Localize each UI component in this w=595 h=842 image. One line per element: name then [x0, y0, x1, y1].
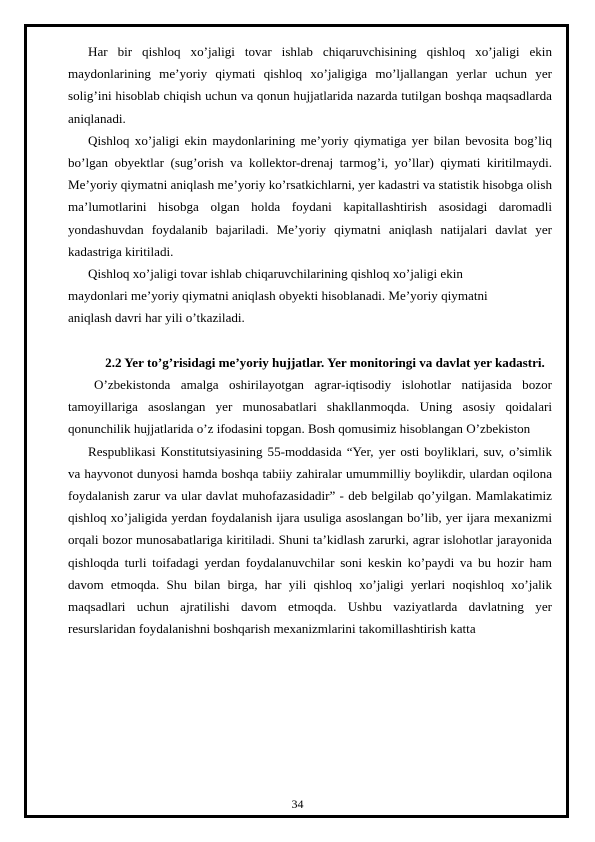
paragraph-valuation-object-line-3: aniqlash davri har yili o’tkaziladi.	[68, 310, 245, 326]
paragraph-valuation-object-line-2: maydonlari me’yoriy qiymatni aniqlash obyekti hisoblanadi. Me’yoriy qiymatni	[68, 288, 488, 304]
blank-line	[68, 330, 552, 352]
paragraph-constitution-article: Respublikasi Konstitutsiyasining 55-moddasida “Yer, yer osti boyliklari, suv, o’simlik va hayvonot dunyosi hamda boshqa tabiiy zahiralar umummilliy boylikdir, ulardan oqilona foydalanish zarur va ular davlat muhofazasidadir” - deb belgilab qo’yilgan. Mamlakatimiz qishloq xo’jaligida yerdan foydalanish ijara usuliga asoslangan bo’lib, yer ijara mexanizmi orqali bozor munosabatlariga kiritiladi. Shuni ta’kidlash zarurki, agrar islohotlar jarayonida qishloqda turli toifadagi yerdan foydalanuvchilar soni keskin ko’paydi va bu hozir ham davom etmoqda. Shu bilan birga, har yili qishloq xo’jaligi yerlari noqishloq xo’jalik maqsadlari uchun ajratilishi davom etmoqda. Ushbu vaziyatlarda davlatning yer resurslaridan foydalanishni boshqarish mexanizmlarini takomillashtirish katta	[68, 443, 552, 637]
paragraph-land-value-purpose: Har bir qishloq xo’jaligi tovar ishlab chiqaruvchisining qishloq xo’jaligi ekin maydonlarining me’yoriy qiymati qishloq xo’jaligiga mo’ljallangan yerlar uchun yer solig’ini hisoblab chiqish uchun va qonun hujjatlarida nazarda tutilgan boshqa maqsadlarda aniqlanadi.	[68, 44, 552, 126]
paragraph-valuation-object	[68, 263, 552, 330]
paragraph-normative-value-method: Qishloq xo’jaligi ekin maydonlarining me’yoriy qiymatiga yer bilan bevosita bog’liq bo’lgan obyektlar (sug’orish va kollektor-drenaj tarmog’i, yo’llar) qiymati kiritilmaydi. Me’yoriy qiymatni aniqlash me’yoriy ko’rsatkichlarni, yer kadastri va statistik hisobga olish ma’lumotlarini hisobga olgan holda foydani kapitallashtirish asosidagi daromadli yondashuvdan foydalanib bajariladi. Me’yoriy qiymatni aniqlash natijalari davlat yer kadastriga kiritiladi.	[68, 132, 553, 259]
section-heading: 2.2 Yer to’g’risidagi me’yoriy hujjatlar. Yer monitoringi va davlat yer kadastri.	[105, 354, 545, 370]
paragraph-agrarian-reforms: O’zbekistonda amalga oshirilayotgan agrar-iqtisodiy islohotlar natijasida bozor tamoyillariga asoslangan yer munosabatlari shakllanmoqda. Uning asosiy qoidalari qonunchilik hujjatlarida o’z ifodasini topgan. Bosh qomusimiz hisoblangan O’zbekiston	[68, 377, 552, 437]
paragraph-valuation-object-line-1: Qishloq xo’jaligi tovar ishlab chiqaruvchilarining qishloq xo’jaligi ekin	[88, 266, 463, 282]
document-body	[68, 41, 552, 640]
page-number: 34	[291, 797, 304, 811]
